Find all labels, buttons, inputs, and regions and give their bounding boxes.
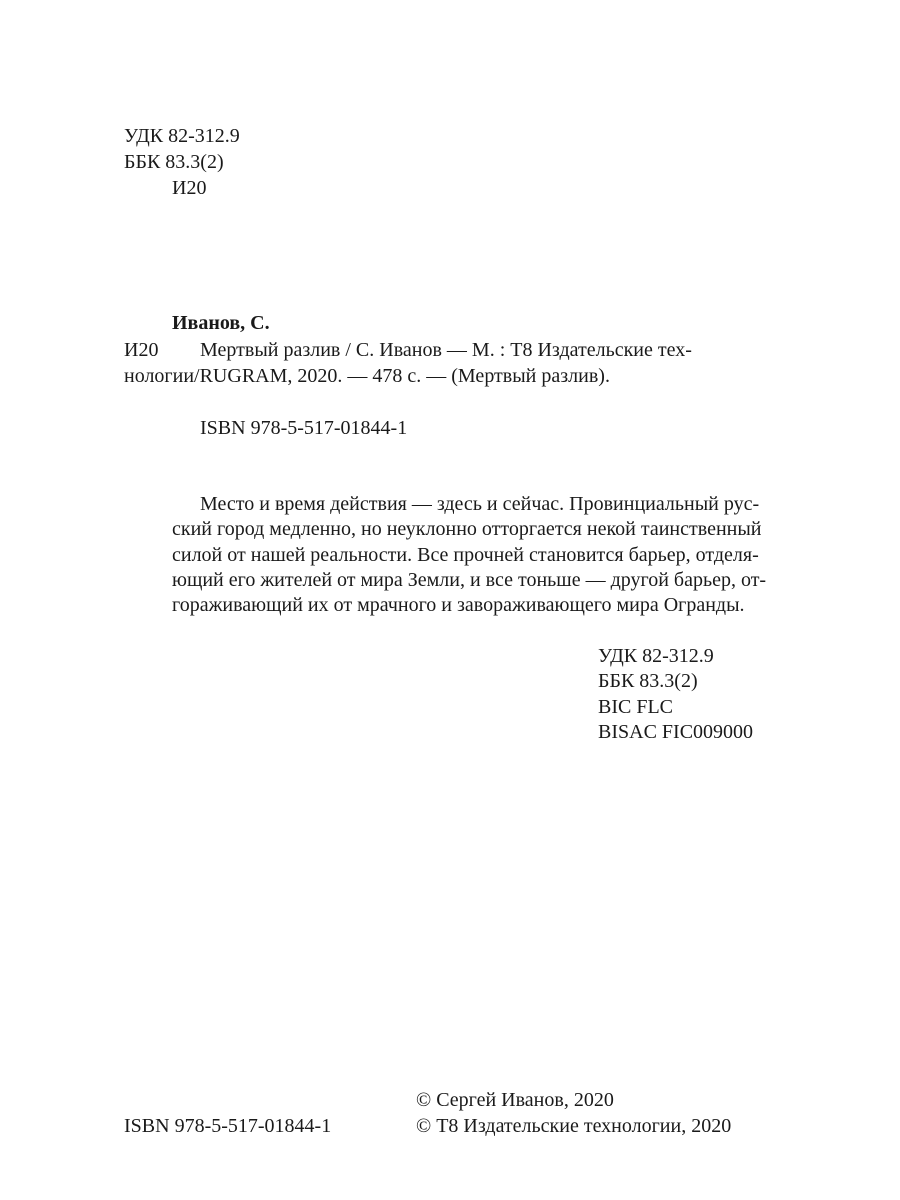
record-mark: И20: [124, 339, 159, 361]
record-isbn: ISBN 978-5-517-01844-1: [200, 417, 408, 439]
top-bbk: ББК 83.3(2): [124, 151, 224, 173]
right-bisac: BISAC FIC009000: [598, 721, 754, 743]
right-bic: BIC FLC: [598, 696, 674, 718]
top-author-mark: И20: [172, 177, 207, 199]
record-line-2: нологии/RUGRAM, 2020. — 478 с. — (Мертвый разлив).: [124, 365, 610, 387]
annotation-line: Место и время действия — здесь и сейчас. Провинциальный рус-: [200, 493, 760, 515]
annotation-line: ский город медленно, но неуклонно отторгается некой таинственный: [172, 518, 762, 540]
copyright-author: © Сергей Иванов, 2020: [416, 1089, 614, 1111]
author-name: Иванов, С.: [172, 312, 270, 334]
annotation-line: ющий его жителей от мира Земли, и все тоньше — другой барьер, от-: [172, 569, 767, 591]
top-udk: УДК 82-312.9: [124, 125, 240, 147]
annotation-line: гораживающий их от мрачного и завораживающего мира Огранды.: [172, 594, 745, 616]
annotation-line: силой от нашей реальности. Все прочней становится барьер, отделя-: [172, 544, 759, 566]
copyright-publisher: © Т8 Издательские технологии, 2020: [416, 1115, 732, 1137]
record-line-1: Мертвый разлив / С. Иванов — М. : Т8 Издательские тех-: [200, 339, 692, 361]
right-bbk: ББК 83.3(2): [598, 670, 698, 692]
footer-isbn: ISBN 978-5-517-01844-1: [124, 1115, 332, 1137]
right-udk: УДК 82-312.9: [598, 645, 714, 667]
